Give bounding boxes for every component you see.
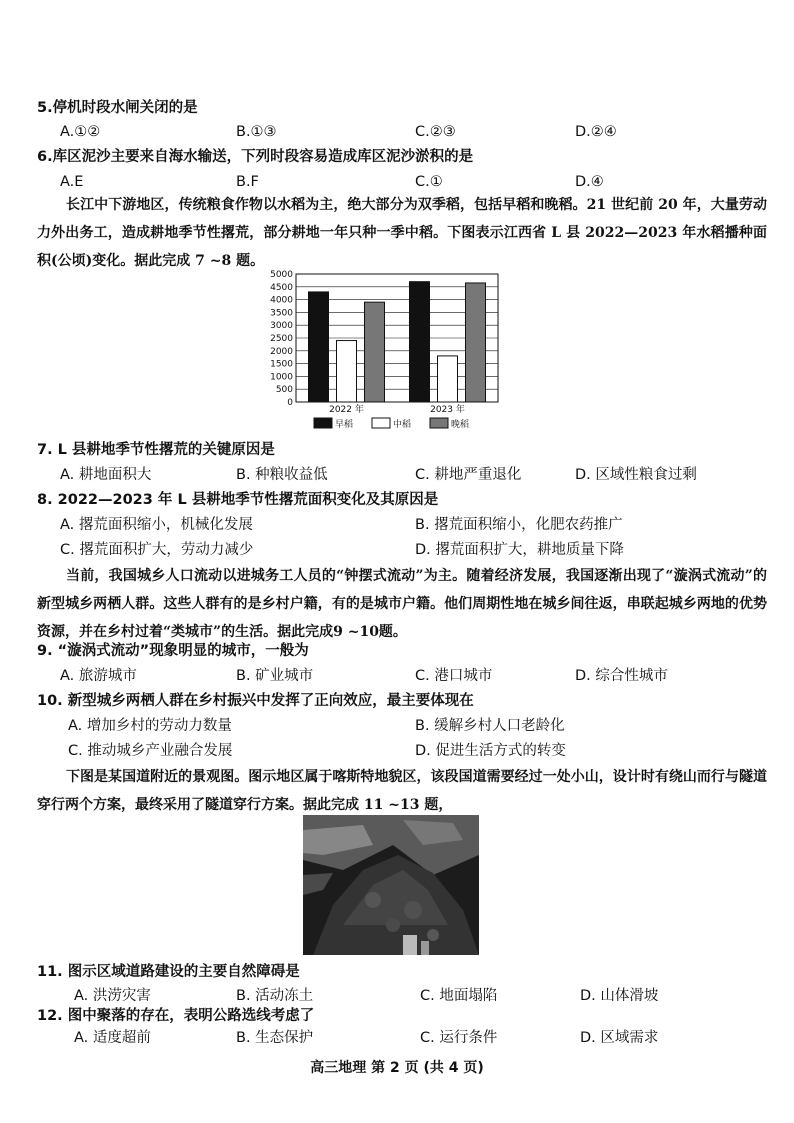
q8-option-a: A. 撂荒面积缩小，机械化发展 bbox=[60, 517, 253, 533]
q8-option-b: B. 撂荒面积缩小，化肥农药推广 bbox=[415, 517, 623, 533]
q10-option-d: D. 促进生活方式的转变 bbox=[415, 743, 566, 759]
passage-migration: 当前，我国城乡人口流动以进城务工人员的“钟摆式流动”为主。随着经济发展，我国逐渐出现了“漩涡式流动”的新型城乡两栖人群。这些人群有的是乡村户籍，有的是城市户籍。他们周期性地在城乡间往返，串联起城乡两地的优势资源，并在乡村过着“类城市”的生活。据此完成9 ~10题。 bbox=[37, 568, 767, 640]
q5-option-a: A.①② bbox=[60, 124, 101, 140]
bar bbox=[466, 283, 486, 402]
q11-option-d: D. 山体滑坡 bbox=[580, 988, 659, 1004]
rice-area-chart bbox=[262, 268, 502, 436]
bar bbox=[365, 302, 385, 402]
q10-option-c: C. 推动城乡产业融合发展 bbox=[68, 743, 233, 759]
y-tick-label: 2000 bbox=[270, 346, 293, 357]
q5-option-c: C.②③ bbox=[415, 124, 456, 140]
question-9-stem: 9. “漩涡式流动”现象明显的城市，一般为 bbox=[37, 643, 309, 659]
legend-swatch bbox=[430, 418, 448, 428]
q12-option-a: A. 适度超前 bbox=[74, 1030, 151, 1046]
y-tick-label: 4000 bbox=[270, 295, 293, 306]
bar bbox=[438, 356, 458, 402]
question-5-stem: 5.停机时段水闸关闭的是 bbox=[37, 100, 198, 116]
legend-swatch bbox=[372, 418, 390, 428]
q5-option-d: D.②④ bbox=[575, 124, 617, 140]
q5-option-b: B.①③ bbox=[236, 124, 277, 140]
legend-label: 中稻 bbox=[393, 420, 412, 430]
legend-swatch bbox=[314, 418, 332, 428]
q12-option-b: B. 生态保护 bbox=[236, 1030, 314, 1046]
q9-option-c: C. 港口城市 bbox=[415, 668, 493, 684]
q7-option-a: A. 耕地面积大 bbox=[60, 467, 152, 483]
x-tick-label: 2022 年 bbox=[329, 405, 364, 415]
q9-option-d: D. 综合性城市 bbox=[575, 668, 668, 684]
question-8-stem: 8. 2022—2023 年 L 县耕地季节性撂荒面积变化及其原因是 bbox=[37, 492, 439, 508]
y-tick-label: 5000 bbox=[270, 270, 293, 280]
q6-option-b: B.F bbox=[236, 174, 259, 190]
x-tick-label: 2023 年 bbox=[430, 405, 465, 415]
q12-option-d: D. 区域需求 bbox=[580, 1030, 659, 1046]
q7-option-b: B. 种粮收益低 bbox=[236, 467, 328, 483]
q11-option-c: C. 地面塌陷 bbox=[420, 988, 498, 1004]
y-tick-label: 0 bbox=[287, 398, 293, 408]
bar bbox=[309, 292, 329, 402]
q10-option-a: A. 增加乡村的劳动力数量 bbox=[68, 718, 232, 734]
question-6-stem: 6.库区泥沙主要来自海水输送，下列时段容易造成库区泥沙淤积的是 bbox=[37, 149, 474, 165]
bar-chart bbox=[262, 268, 502, 436]
y-tick-label: 1500 bbox=[270, 359, 293, 370]
q8-option-c: C. 撂荒面积扩大，劳动力减少 bbox=[60, 542, 254, 558]
q7-option-c: C. 耕地严重退化 bbox=[415, 467, 522, 483]
question-10-stem: 10. 新型城乡两栖人群在乡村振兴中发挥了正向效应，最主要体现在 bbox=[37, 693, 474, 709]
q7-option-d: D. 区域性粮食过剩 bbox=[575, 467, 697, 483]
karst-hill-image bbox=[303, 815, 479, 955]
question-11-stem: 11. 图示区域道路建设的主要自然障碍是 bbox=[37, 964, 300, 980]
y-tick-label: 1000 bbox=[270, 372, 293, 383]
y-tick-label: 4500 bbox=[270, 282, 293, 293]
page-footer: 高三地理 第 2 页 (共 4 页) bbox=[310, 1060, 484, 1076]
q9-option-a: A. 旅游城市 bbox=[60, 668, 137, 684]
passage-karst: 下图是某国道附近的景观图。图示地区属于喀斯特地貌区，该段国道需要经过一处小山，设计时有绕山而行与隧道穿行两个方案，最终采用了隧道穿行方案。据此完成 11 ~13 题， bbox=[37, 769, 767, 813]
q12-option-c: C. 运行条件 bbox=[420, 1030, 498, 1046]
q6-option-c: C.① bbox=[415, 174, 443, 190]
q11-option-b: B. 活动冻土 bbox=[236, 988, 314, 1004]
y-tick-label: 3000 bbox=[270, 321, 293, 332]
q8-option-d: D. 撂荒面积扩大，耕地质量下降 bbox=[415, 542, 624, 558]
y-tick-label: 2500 bbox=[270, 334, 293, 344]
bar bbox=[410, 282, 430, 402]
question-12-stem: 12. 图中聚落的存在，表明公路选线考虑了 bbox=[37, 1008, 315, 1024]
bar bbox=[337, 341, 357, 402]
q6-option-a: A.E bbox=[60, 174, 84, 190]
q10-option-b: B. 缓解乡村人口老龄化 bbox=[415, 718, 565, 734]
landscape-photo bbox=[303, 815, 479, 955]
legend-label: 早稻 bbox=[335, 420, 354, 430]
y-tick-label: 3500 bbox=[270, 308, 293, 319]
q11-option-a: A. 洪涝灾害 bbox=[74, 988, 151, 1004]
legend-label: 晚稻 bbox=[451, 420, 470, 430]
y-tick-label: 500 bbox=[275, 385, 293, 396]
q9-option-b: B. 矿业城市 bbox=[236, 668, 314, 684]
question-7-stem: 7. L 县耕地季节性撂荒的关键原因是 bbox=[37, 442, 275, 458]
passage-rice: 长江中下游地区，传统粮食作物以水稻为主，绝大部分为双季稻，包括早稻和晚稻。21 世纪前 20 年，大量劳动力外出务工，造成耕地季节性撂荒，部分耕地一年只种一季中稻。下图表示江西省 L 县 2022—2023 年水稻播种面积(公顷)变化。据此完成 7 ~8 题。 bbox=[37, 197, 767, 269]
q6-option-d: D.④ bbox=[575, 174, 604, 190]
